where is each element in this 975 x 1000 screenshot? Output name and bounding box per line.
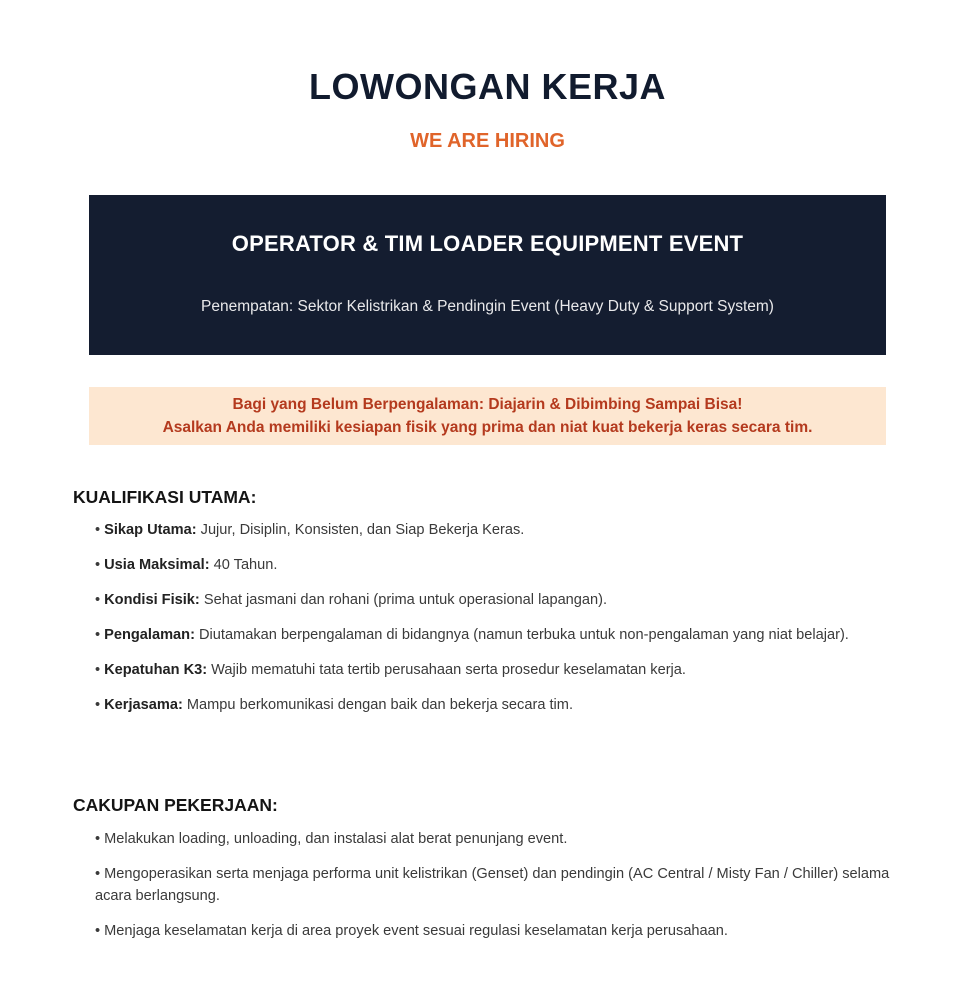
- list-item: [95, 624, 905, 646]
- list-item: [95, 519, 905, 541]
- notice-line-2: Asalkan Anda memiliki kesiapan fisik yang prima dan niat kuat bekerja keras secara tim.: [162, 419, 813, 436]
- placement-text: Penempatan: Sektor Kelistrikan & Pendingin Event (Heavy Duty & Support System): [201, 298, 774, 315]
- list-item: [95, 659, 905, 681]
- qualification-key: Kerjasama:: [104, 697, 183, 713]
- notice-box: [89, 387, 886, 445]
- scope-text: Melakukan loading, unloading, dan instalasi alat berat penunjang event.: [104, 831, 568, 847]
- position-title: OPERATOR & TIM LOADER EQUIPMENT EVENT: [231, 231, 744, 256]
- scope-list: [95, 828, 905, 955]
- qualifications-heading: KUALIFIKASI UTAMA:: [73, 487, 257, 507]
- scope-heading: CAKUPAN PEKERJAAN:: [73, 795, 278, 815]
- bullet-icon: •: [95, 557, 101, 573]
- qualification-text: Sehat jasmani dan rohani (prima untuk operasional lapangan).: [203, 592, 608, 608]
- list-item: [95, 694, 905, 716]
- scope-text: Mengoperasikan serta menjaga performa unit kelistrikan (Genset) dan pendingin (AC Central / Misty Fan / Chiller) selama acara berlangsung.: [95, 866, 890, 904]
- bullet-icon: •: [95, 923, 101, 939]
- qualification-key: Kondisi Fisik:: [104, 592, 200, 608]
- list-item: [95, 920, 905, 942]
- bullet-icon: •: [95, 592, 101, 608]
- list-item: [95, 554, 905, 576]
- qualification-text: Jujur, Disiplin, Konsisten, dan Siap Bekerja Keras.: [200, 522, 525, 538]
- bullet-icon: •: [95, 627, 101, 643]
- qualification-key: Kepatuhan K3:: [104, 662, 208, 678]
- qualification-key: Pengalaman:: [104, 627, 195, 643]
- qualification-text: Wajib mematuhi tata tertib perusahaan serta prosedur keselamatan kerja.: [211, 662, 686, 678]
- bullet-icon: •: [95, 662, 101, 678]
- page-title: LOWONGAN KERJA: [309, 66, 666, 107]
- qualification-key: Usia Maksimal:: [104, 557, 210, 573]
- list-item: [95, 589, 905, 611]
- notice-line-1: Bagi yang Belum Berpengalaman: Diajarin & Dibimbing Sampai Bisa!: [232, 396, 743, 413]
- bullet-icon: •: [95, 866, 101, 882]
- qualifications-list: [95, 519, 905, 729]
- scope-text: Menjaga keselamatan kerja di area proyek event sesuai regulasi keselamatan kerja perusahaan.: [104, 923, 728, 939]
- qualification-key: Sikap Utama:: [104, 522, 197, 538]
- qualification-text: Diutamakan berpengalaman di bidangnya (namun terbuka untuk non-pengalaman yang niat belajar).: [199, 627, 849, 643]
- qualification-text: Mampu berkomunikasi dengan baik dan bekerja secara tim.: [186, 697, 574, 713]
- bullet-icon: •: [95, 522, 101, 538]
- list-item: [95, 828, 905, 850]
- list-item: [95, 863, 905, 907]
- qualification-text: 40 Tahun.: [213, 557, 278, 573]
- bullet-icon: •: [95, 697, 101, 713]
- bullet-icon: •: [95, 831, 101, 847]
- position-banner: [89, 195, 886, 355]
- hiring-subtitle: WE ARE HIRING: [410, 130, 565, 152]
